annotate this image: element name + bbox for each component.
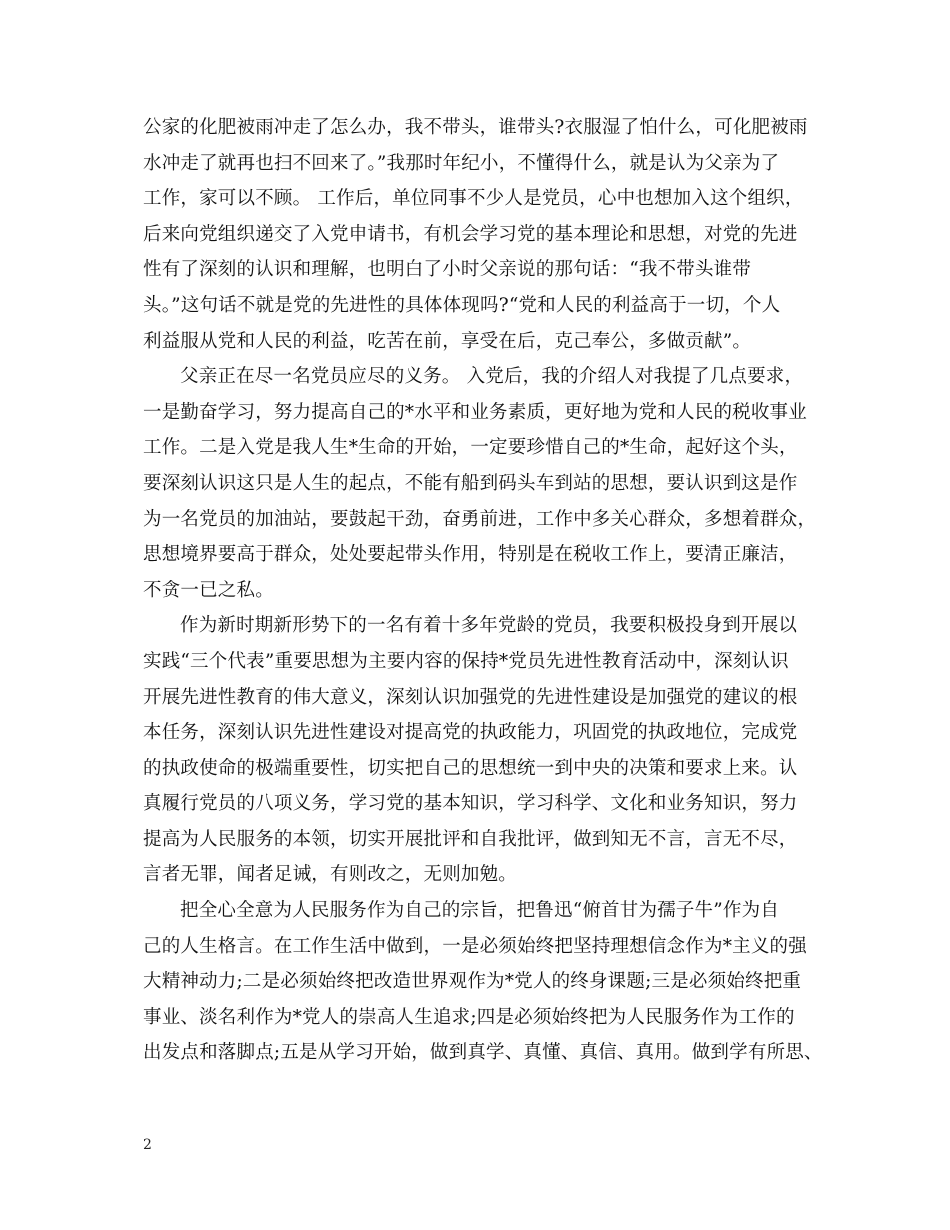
text-line: 提高为人民服务的本领，切实开展批评和自我批评，做到知无不言，言无不尽， [143,828,798,850]
text-line: 言者无罪，闻者足诫，有则改之，无则加勉。 [143,864,518,886]
text-line: 思想境界要高于群众，处处要起带头作用，特别是在税收工作上，要清正廉洁， [143,544,798,566]
paragraph-1 [143,110,809,359]
text-line: 大精神动力;二是必须始终把改造世界观作为*党人的终身课题;三是必须始终把重 [143,971,802,993]
text-line: 不贪一已之私。 [143,579,274,601]
text-line: 头。”这句话不就是党的先进性的具体体现吗?“党和人民的利益高于一切，个人 [143,294,781,316]
text-line: 开展先进性教育的伟大意义，深刻认识加强党的先进性建设是加强党的建议的根 [143,686,798,708]
text-line: 工作。二是入党是我人生*生命的开始，一定要珍惜自己的*生命，起好这个头， [143,437,798,459]
text-line: 父亲正在尽一名党员应尽的义务。 入党后，我的介绍人对我提了几点要求， [180,366,804,388]
text-line: 公家的化肥被雨冲走了怎么办，我不带头，谁带头?衣服湿了怕什么，可化肥被雨 [143,117,808,138]
document-body [143,110,823,1071]
text-line: 真履行党员的八项义务，学习党的基本知识，学习科学、文化和业务知识，努力 [143,793,798,815]
text-line: 事业、淡名利作为*党人的崇高人生追求;四是必须始终把为人民服务作为工作的 [143,1006,795,1028]
text-line: 性有了深刻的认识和理解，也明白了小时父亲说的那句话：“我不带头谁带 [143,259,752,281]
paragraph-3 [143,608,809,893]
text-line: 一是勤奋学习，努力提高自己的*水平和业务素质，更好地为党和人民的税收事业 [143,401,807,423]
paragraph-4 [143,893,823,1071]
text-line: 要深刻认识这只是人生的起点，不能有船到码头车到站的思想，要认识到这是作 [143,472,798,494]
text-line: 后来向党组织递交了入党申请书，有机会学习党的基本理论和思想，对党的先进 [143,223,798,245]
text-line: 己的人生格言。在工作生活中做到，一是必须始终把坚持理想信念作为*主义的强 [143,935,807,957]
text-line: 出发点和落脚点;五是从学习开始，做到真学、真懂、真信、真用。做到学有所思、 [143,1042,823,1064]
text-line: 利益服从党和人民的利益，吃苦在前，享受在后，克己奉公，多做贡献”。 [143,330,752,352]
text-line: 的执政使命的极端重要性，切实把自己的思想统一到中央的决策和要求上来。认 [143,757,798,779]
paragraph-2 [143,359,817,608]
page-number: 2 [143,1137,152,1153]
text-line: 水冲走了就再也扫不回来了。”我那时年纪小，不懂得什么，就是认为父亲为了 [143,152,780,174]
text-line: 把全心全意为人民服务作为自己的宗旨，把鲁迅“俯首甘为孺子牛”作为自 [180,900,780,922]
text-line: 实践“三个代表”重要思想为主要内容的保持*党员先进性教育活动中，深刻认识 [143,650,789,672]
text-line: 作为新时期新形势下的一名有着十多年党龄的党员，我要积极投身到开展以 [180,615,798,637]
text-line: 为一名党员的加油站，要鼓起干劲，奋勇前进，工作中多关心群众，多想着群众， [143,508,817,530]
text-line: 本任务，深刻认识先进性建设对提高党的执政能力，巩固党的执政地位，完成党 [143,722,798,744]
text-line: 工作，家可以不顾。 工作后，单位同事不少人是党员，心中也想加入这个组织， [143,188,804,210]
